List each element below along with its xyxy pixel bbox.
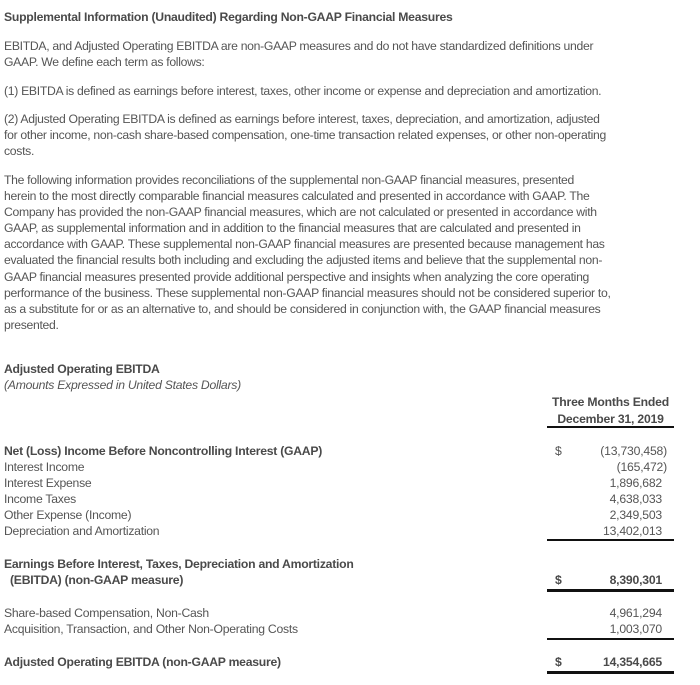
row-value: 4,638,033 <box>609 492 662 506</box>
row-label: Other Expense (Income) <box>4 508 132 522</box>
currency-symbol: $ <box>555 573 562 587</box>
reconciliation-paragraph <box>4 172 696 333</box>
definition-2-line: for other income, non-cash share-based compensation, one-time transaction related expenses, or other non-operating <box>4 128 606 143</box>
subtotal-rule <box>547 539 674 541</box>
row-label: Depreciation and Amortization <box>4 524 160 538</box>
row-value: (13,730,458) <box>600 444 667 458</box>
row-label: Share-based Compensation, Non-Cash <box>4 606 209 620</box>
currency-symbol: $ <box>555 444 562 458</box>
reconciliation-line: performance of the business. These supplemental non-GAAP financial measures should not be considered superior to, <box>4 285 611 300</box>
adjusted-ebitda-value: 14,354,665 <box>603 655 662 669</box>
reconciliation-line: GAAP, as supplemental information and in addition to the financial measures that are calculated and presented in <box>4 221 581 236</box>
ebitda-rule <box>547 589 674 592</box>
reconciliation-line: GAAP financial measures presented provide additional perspective and insights when analyzing the core operating <box>4 269 590 284</box>
reconciliation-line: evaluated the financial results both including and excluding the adjusted items and believe that the supplemental non- <box>4 253 603 268</box>
reconciliation-line: Company has provided the non-GAAP financial measures, which are not calculated or presented in accordance with <box>4 205 597 220</box>
reconciliation-line: herein to the most directly comparable financial measures calculated and presented in accordance with GAAP. The <box>4 189 590 204</box>
definition-2-line: costs. <box>4 144 35 159</box>
intro-line: EBITDA, and Adjusted Operating EBITDA are non-GAAP measures and do not have standardized definitions under <box>4 39 594 53</box>
row-label: Net (Loss) Income Before Noncontrolling Interest (GAAP) <box>4 444 323 458</box>
row-value: 1,003,070 <box>609 622 662 636</box>
column-header-line: December 31, 2019 <box>557 412 664 426</box>
row-label: Interest Expense <box>4 476 92 490</box>
ebitda-value: 8,390,301 <box>609 573 662 587</box>
row-value: 4,961,294 <box>609 606 662 620</box>
adjustments-rule <box>547 638 674 640</box>
table-title: Adjusted Operating EBITDA <box>4 362 160 376</box>
row-value: (165,472) <box>616 460 667 474</box>
page-title: Supplemental Information (Unaudited) Regarding Non-GAAP Financial Measures <box>4 10 453 24</box>
reconciliation-line: The following information provides reconciliations of the supplemental non-GAAP financial measures, presented <box>4 173 575 187</box>
total-rule <box>547 671 674 674</box>
currency-symbol: $ <box>555 655 562 669</box>
reconciliation-line: presented. <box>4 317 59 332</box>
ebitda-label-line: Earnings Before Interest, Taxes, Depreciation and Amortization <box>4 557 354 571</box>
table-subtitle: (Amounts Expressed in United States Dollars) <box>4 378 241 392</box>
definition-2 <box>4 111 696 160</box>
definition-2-line: (2) Adjusted Operating EBITDA is defined as earnings before interest, taxes, depreciation, and amortization, adjusted <box>4 112 600 126</box>
column-header <box>547 394 674 428</box>
row-value: 13,402,013 <box>603 524 662 538</box>
ebitda-label-line: (EBITDA) (non-GAAP measure) <box>10 573 184 587</box>
row-value: 2,349,503 <box>609 508 662 522</box>
row-label: Acquisition, Transaction, and Other Non-Operating Costs <box>4 622 298 636</box>
adjusted-ebitda-label: Adjusted Operating EBITDA (non-GAAP measure) <box>4 655 281 669</box>
intro-paragraph <box>4 38 696 70</box>
reconciliation-line: accordance with GAAP. These supplemental non-GAAP financial measures are presented because management has <box>4 237 605 252</box>
intro-line: GAAP. We define each term as follows: <box>4 55 205 70</box>
header-rule <box>547 426 674 428</box>
definition-1: (1) EBITDA is defined as earnings before interest, taxes, other income or expense and depreciation and amortization. <box>4 84 602 98</box>
column-header-line: Three Months Ended <box>552 395 669 409</box>
row-label: Income Taxes <box>4 492 76 506</box>
reconciliation-line: as a substitute for or as an alternative to, and should be considered in conjunction with, the GAAP financial measures <box>4 301 601 316</box>
row-label: Interest Income <box>4 460 85 474</box>
row-value: 1,896,682 <box>609 476 662 490</box>
